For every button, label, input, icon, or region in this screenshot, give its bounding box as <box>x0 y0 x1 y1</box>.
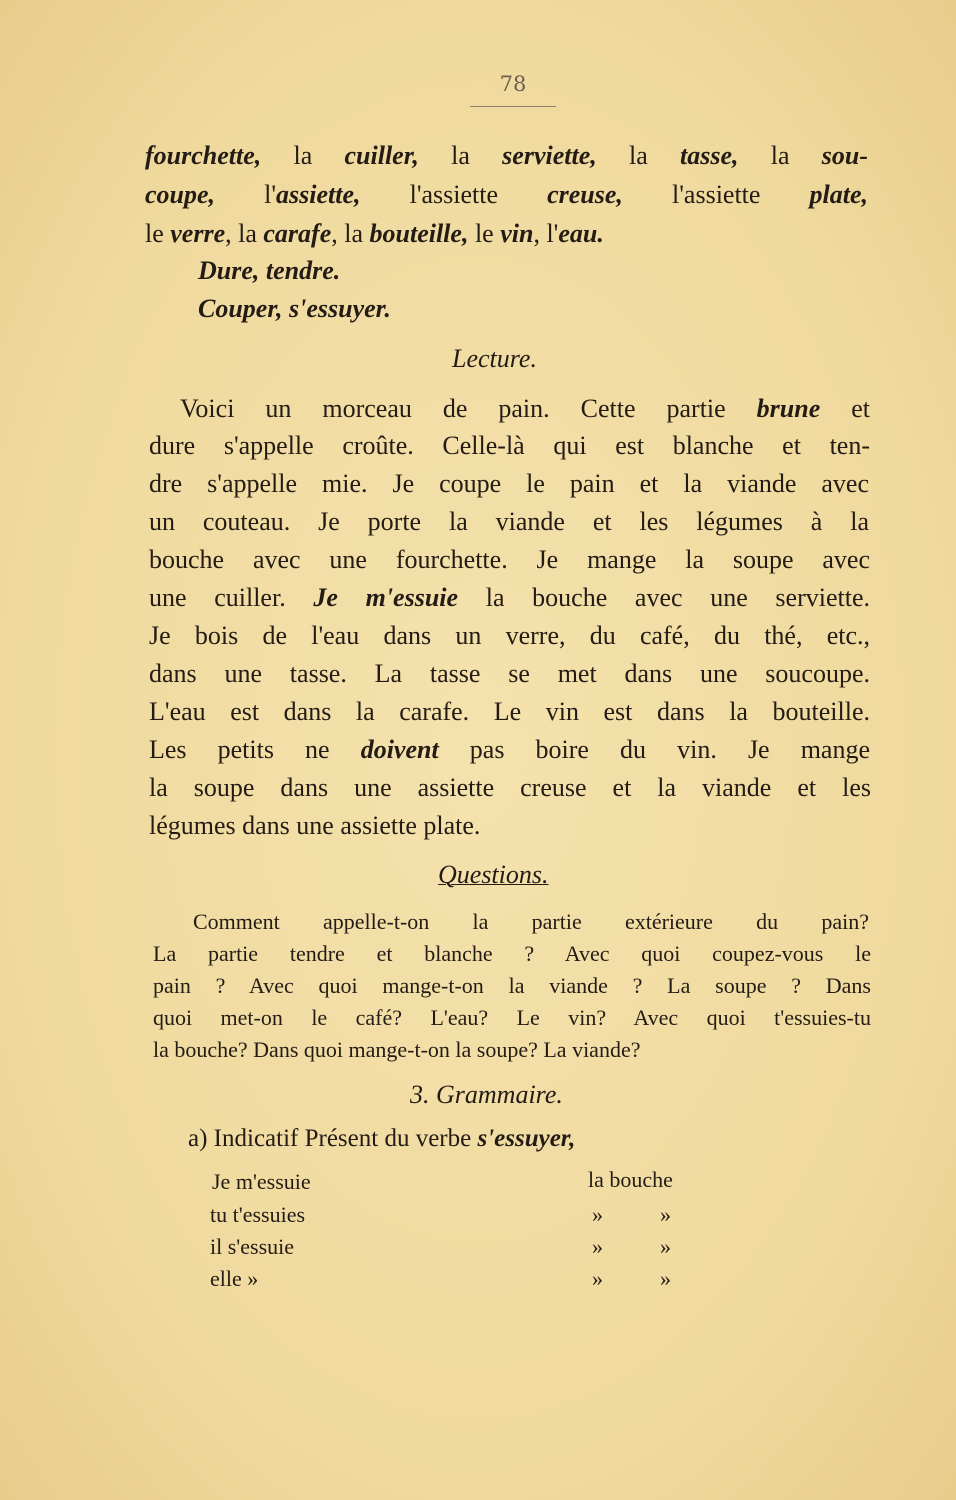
text-run: , la <box>225 219 264 248</box>
text-run: et <box>820 394 870 423</box>
grammar-subheading-verb: s'essuyer, <box>477 1125 576 1152</box>
question-line: Comment appelle-t-on la partie extérieure du pain? <box>193 909 869 934</box>
text-run: la soupe dans une assiette creuse et la viande et les <box>149 773 871 802</box>
lecture-line <box>149 735 870 765</box>
verbs-line: Couper, s'essuyer. <box>198 294 391 323</box>
page-number: 78 <box>499 72 527 96</box>
text-run: l'assiette <box>360 180 548 209</box>
question-line: la bouche? Dans quoi mange-t-on la soupe? La viande? <box>153 1037 641 1062</box>
conjugation-mid: » <box>592 1234 603 1259</box>
text-run: Les petits ne <box>149 735 361 764</box>
text-run: la <box>261 141 345 170</box>
text-run: dre s'appelle mie. Je coupe le pain et la viande avec <box>149 469 869 498</box>
emphasized-word: bouteille, <box>369 219 469 248</box>
emphasized-word: verre <box>170 219 226 248</box>
text-run: l'assiette <box>622 180 810 209</box>
lecture-line <box>149 773 871 803</box>
page-number-rule <box>470 106 556 107</box>
lecture-line <box>149 697 870 727</box>
grammar-heading: 3. Grammaire. <box>410 1080 563 1109</box>
grammar-subheading-prefix: a) Indicatif Présent du verbe <box>188 1125 478 1152</box>
lecture-line <box>149 545 870 575</box>
text-run: un couteau. Je porte la viande et les légumes à la <box>149 507 869 536</box>
text-run: la bouche avec une serviette. <box>458 583 870 612</box>
text-run: le <box>145 219 171 248</box>
text-run: L'eau est dans la carafe. Le vin est dans la bouteille. <box>149 697 870 726</box>
lecture-line <box>149 621 870 651</box>
text-run: pas boire du vin. Je mange <box>438 735 870 764</box>
conjugation-left: Je m'essuie <box>212 1169 311 1194</box>
lecture-heading: Lecture. <box>452 344 537 373</box>
emphasized-word: plate, <box>809 180 869 209</box>
text-run: , l' <box>533 219 559 248</box>
emphasized-word: creuse, <box>547 180 623 209</box>
emphasized-word: cuiller, <box>344 141 419 170</box>
question-line: pain ? Avec quoi mange-t-on la viande ? La soupe ? Dans <box>153 973 871 998</box>
question-line: quoi met-on le café? L'eau? Le vin? Avec quoi t'essuies-tu <box>153 1005 871 1030</box>
text-run: une cuiller. <box>149 583 314 612</box>
adjectives-line: Dure, tendre. <box>198 256 341 285</box>
conjugation-right: » <box>660 1234 671 1259</box>
text-run: la <box>418 141 503 170</box>
text-run: le <box>468 219 501 248</box>
text-run: légumes dans une assiette plate. <box>149 811 481 840</box>
question-line: La partie tendre et blanche ? Avec quoi coupez-vous le <box>153 941 871 966</box>
text-run: dure s'appelle croûte. Celle-là qui est blanche et ten- <box>149 431 870 460</box>
vocab-line <box>145 141 868 171</box>
text-run: dans une tasse. La tasse se met dans une soucoupe. <box>149 659 870 688</box>
emphasized-word: brune <box>756 394 821 423</box>
conjugation-right: » <box>660 1266 671 1291</box>
conjugation-right: » <box>660 1202 671 1227</box>
lecture-line <box>180 394 870 424</box>
text-run: la <box>738 141 822 170</box>
emphasized-word: tasse, <box>680 141 739 170</box>
conjugation-left: elle » <box>210 1266 259 1291</box>
emphasized-word: fourchette, <box>145 141 262 170</box>
emphasized-word: vin <box>500 219 534 248</box>
lecture-line <box>149 431 870 461</box>
text-run: , la <box>331 219 370 248</box>
vocab-line <box>145 180 868 210</box>
emphasized-word: eau. <box>558 219 604 248</box>
emphasized-word: assiette, <box>276 180 361 209</box>
text-run: Voici un morceau de pain. Cette partie <box>180 394 757 423</box>
conjugation-mid: » <box>592 1202 603 1227</box>
conjugation-mid: la bouche <box>588 1167 673 1192</box>
conjugation-left: il s'essuie <box>210 1234 295 1259</box>
text-run: l' <box>215 180 277 209</box>
conjugation-mid: » <box>592 1266 603 1291</box>
lecture-line <box>149 583 870 613</box>
vocab-line <box>145 219 868 249</box>
emphasized-word: Je m'essuie <box>313 583 459 612</box>
emphasized-word: coupe, <box>145 180 216 209</box>
lecture-line <box>149 507 869 537</box>
emphasized-word: doivent <box>360 735 439 764</box>
emphasized-word: sou- <box>821 141 868 170</box>
lecture-line <box>149 469 869 499</box>
text-run: bouche avec une fourchette. Je mange la soupe avec <box>149 545 870 574</box>
conjugation-left: tu t'essuies <box>210 1202 306 1227</box>
questions-heading: Questions. <box>438 860 549 889</box>
text-run: Je bois de l'eau dans un verre, du café, du thé, etc., <box>149 621 870 650</box>
lecture-line <box>149 659 870 689</box>
emphasized-word: carafe <box>263 219 332 248</box>
lecture-line <box>149 811 871 841</box>
emphasized-word: serviette, <box>502 141 597 170</box>
grammar-subheading <box>188 1124 575 1154</box>
text-run: la <box>596 141 680 170</box>
